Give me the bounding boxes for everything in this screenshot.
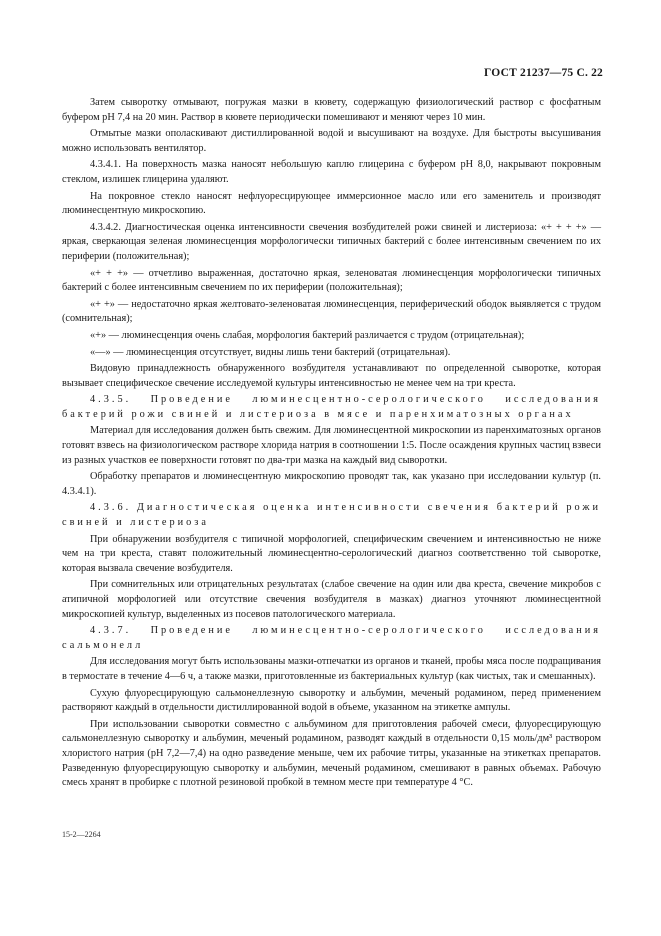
paragraph: Видовую принадлежность обнаруженного возбудителя устанавливают по определенной сыворотке, которая вызывает специфическое свечение исследуемой культуры интенсивностью не менее чем на три креста.	[62, 363, 601, 389]
paragraph: Для исследования могут быть использованы мазки-отпечатки из органов и тканей, пробы мяса после подращивания в термостате в течение 4—6 ч, а также мазки, приготовленные из бактериальных культур (как чистых, так и смешанных).	[62, 656, 601, 682]
paragraph: Сухую флуоресцирующую сальмонеллезную сыворотку и альбумин, меченый родамином, перед применением растворяют каждый в отдельности дистиллированной водой в объеме, указанном на этикетке ампулы.	[62, 687, 601, 714]
paragraph: На покровное стекло наносят нефлуоресцирующее иммерсионное масло или его заменитель и производят люминесцентную микроскопию.	[62, 190, 601, 217]
paragraph: «+ +» — недостаточно яркая желтовато-зеленоватая люминесценция, периферический ободок выявляется с трудом (сомнительная);	[62, 298, 601, 325]
paragraph-4-3-4-2: 4.3.4.2. Диагностическая оценка интенсивности свечения возбудителей рожи свиней и листериоза: «+ + + +» — яркая, сверкающая зеленая люминесценция морфологически типичных бактерий с более интенсивным свечением по их периферии (положительная);	[62, 221, 601, 262]
paragraph: Материал для исследования должен быть свежим. Для люминесцентной микроскопии из паренхиматозных органов готовят взвесь на физиологическом растворе хлорида натрия в соотношении 1:5. После осаждения крупных частиц взвеси из разных участков ее поверхности готовят по два-три мазка на каждый вид сыворотки.	[62, 425, 601, 466]
paragraph: «+ + +» — отчетливо выраженная, достаточно яркая, зеленоватая люминесценция морфологически типичных бактерий с более интенсивным свечением по их периферии (положительная);	[62, 267, 601, 294]
paragraph: При сомнительных или отрицательных результатах (слабое свечение на один или два креста, свечение микробов с атипичной морфологией или отсутствие свечения возбудителя в мазках) диагноз уточняют люминесцентной микроскопией культур, выделенных из посевов патологического материала.	[62, 579, 601, 620]
paragraph-4-3-4-1: 4.3.4.1. На поверхность мазка наносят небольшую каплю глицерина с буфером рН 8,0, накрывают покровным стеклом, излишек глицерина удаляют.	[62, 159, 601, 185]
section-heading-4-3-6: 4.3.6. Диагностическая оценка интенсивности свечения бактерий рожи свиней и листериоза	[62, 502, 601, 529]
document-body	[62, 96, 601, 793]
section-heading-4-3-7: 4.3.7. Проведение люминесцентно-серологического исследования сальмонелл	[62, 625, 601, 651]
paragraph: Отмытые мазки ополаскивают дистиллированной водой и высушивают на воздухе. Для быстроты высушивания можно использовать вентилятор.	[62, 128, 601, 154]
paragraph: При обнаружении возбудителя с типичной морфологией, специфическим свечением и интенсивностью не ниже чем на три креста, ставят положительный люминесцентно-серологический диагноз соответственно той сыворотке, которая вызвала свечение возбудителя.	[62, 533, 601, 574]
paragraph: Обработку препаратов и люминесцентную микроскопию проводят так, как указано при исследовании культур (п. 4.3.4.1).	[62, 471, 601, 497]
paragraph: Затем сыворотку отмывают, погружая мазки в кювету, содержащую физиологический раствор с фосфатным буфером рН 7,4 на 20 мин. Раствор в кювете периодически помешивают и меняют через 10 мин.	[62, 97, 601, 123]
section-heading-4-3-5: 4.3.5. Проведение люминесцентно-серологического исследования бактерий рожи свиней и листериоза в мясе и паренхиматозных органах	[62, 394, 601, 420]
paragraph: При использовании сыворотки совместно с альбумином для приготовления рабочей смеси, флуоресцирующую сальмонеллезную сыворотку и альбумин, меченый родамином, разводят каждый в отдельности 0,15 моль/дм³ раствором хлористого натрия (рН 7,2—7,4) на одно разведение меньше, чем их рабочие титры, указанные на этикетках препаратов. Разведенную флуоресцирующую сыворотку и альбумин, меченый родамином, смешивают в равных объемах. Рабочую смесь хранят в пробирке с плотной резиновой пробкой в темном месте при температуре 4 °С.	[62, 718, 601, 789]
paragraph: «+» — люминесценция очень слабая, морфология бактерий различается с трудом (отрицательная);	[90, 329, 525, 341]
print-code: 15-2—2264	[62, 830, 101, 839]
paragraph: «—» — люминесценция отсутствует, видны лишь тени бактерий (отрицательная).	[90, 346, 451, 358]
page-header: ГОСТ 21237—75 С. 22	[484, 67, 603, 79]
